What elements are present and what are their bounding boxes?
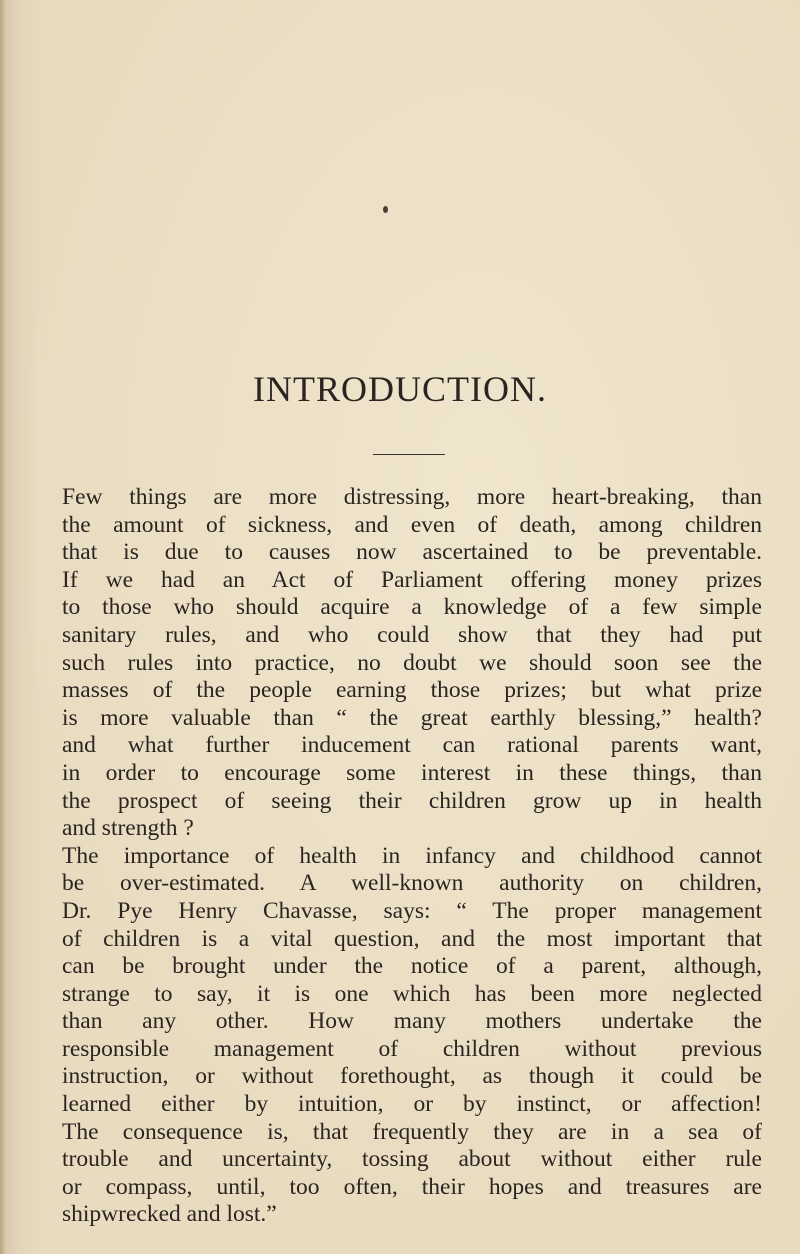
text-line: or compass, until, too often, their hopes and treasures are [62,1173,762,1200]
text-line: Dr. Pye Henry Chavasse, says: “ The proper management [62,897,762,924]
text-line: The consequence is, that frequently they are in a sea of [62,1118,762,1145]
text-line: be over-estimated. A well-known authority on children, [62,870,762,897]
text-line: is more valuable than “ the great earthly blessing,” health? [62,704,762,731]
text-line: of children is a vital question, and the most important that [62,925,762,952]
text-line: can be brought under the notice of a parent, although, [62,953,762,980]
ink-speck [383,206,388,213]
text-line: instruction, or without forethought, as though it could be [62,1063,762,1090]
text-line: and what further inducement can rational parents want, [62,732,762,759]
chapter-title: INTRODUCTION. [253,369,547,409]
text-line: strange to say, it is one which has been more neglected [62,980,762,1007]
text-line: to those who should acquire a knowledge of a few simple [62,594,762,621]
text-line: learned either by intuition, or by instinct, or affection! [62,1091,762,1118]
paragraph-1 [62,484,762,843]
paragraph-2 [62,843,762,1229]
text-line: responsible management of children without previous [62,1035,762,1062]
text-line: that is due to causes now ascertained to be preventable. [62,539,762,566]
text-line: masses of the people earning those prizes; but what prize [62,677,762,704]
text-line: The importance of health in infancy and childhood cannot [62,842,762,869]
text-line: the prospect of seeing their children grow up in health [62,787,762,814]
title-rule [373,454,445,455]
text-line: the amount of sickness, and even of death, among children [62,511,762,538]
text-line: trouble and uncertainty, tossing about without either rule [62,1146,762,1173]
text-line: Few things are more distressing, more heart-breaking, than [62,484,762,510]
text-line: sanitary rules, and who could show that they had put [62,621,762,648]
text-line: such rules into practice, no doubt we should soon see the [62,649,762,676]
body-text [62,484,762,1229]
text-line: than any other. How many mothers undertake the [62,1008,762,1035]
page-binding-edge [0,0,6,1254]
text-line: shipwrecked and lost.” [62,1201,277,1228]
text-line: If we had an Act of Parliament offering money prizes [62,566,762,593]
text-line: in order to encourage some interest in these things, than [62,759,762,786]
text-line: and strength ? [62,815,194,842]
